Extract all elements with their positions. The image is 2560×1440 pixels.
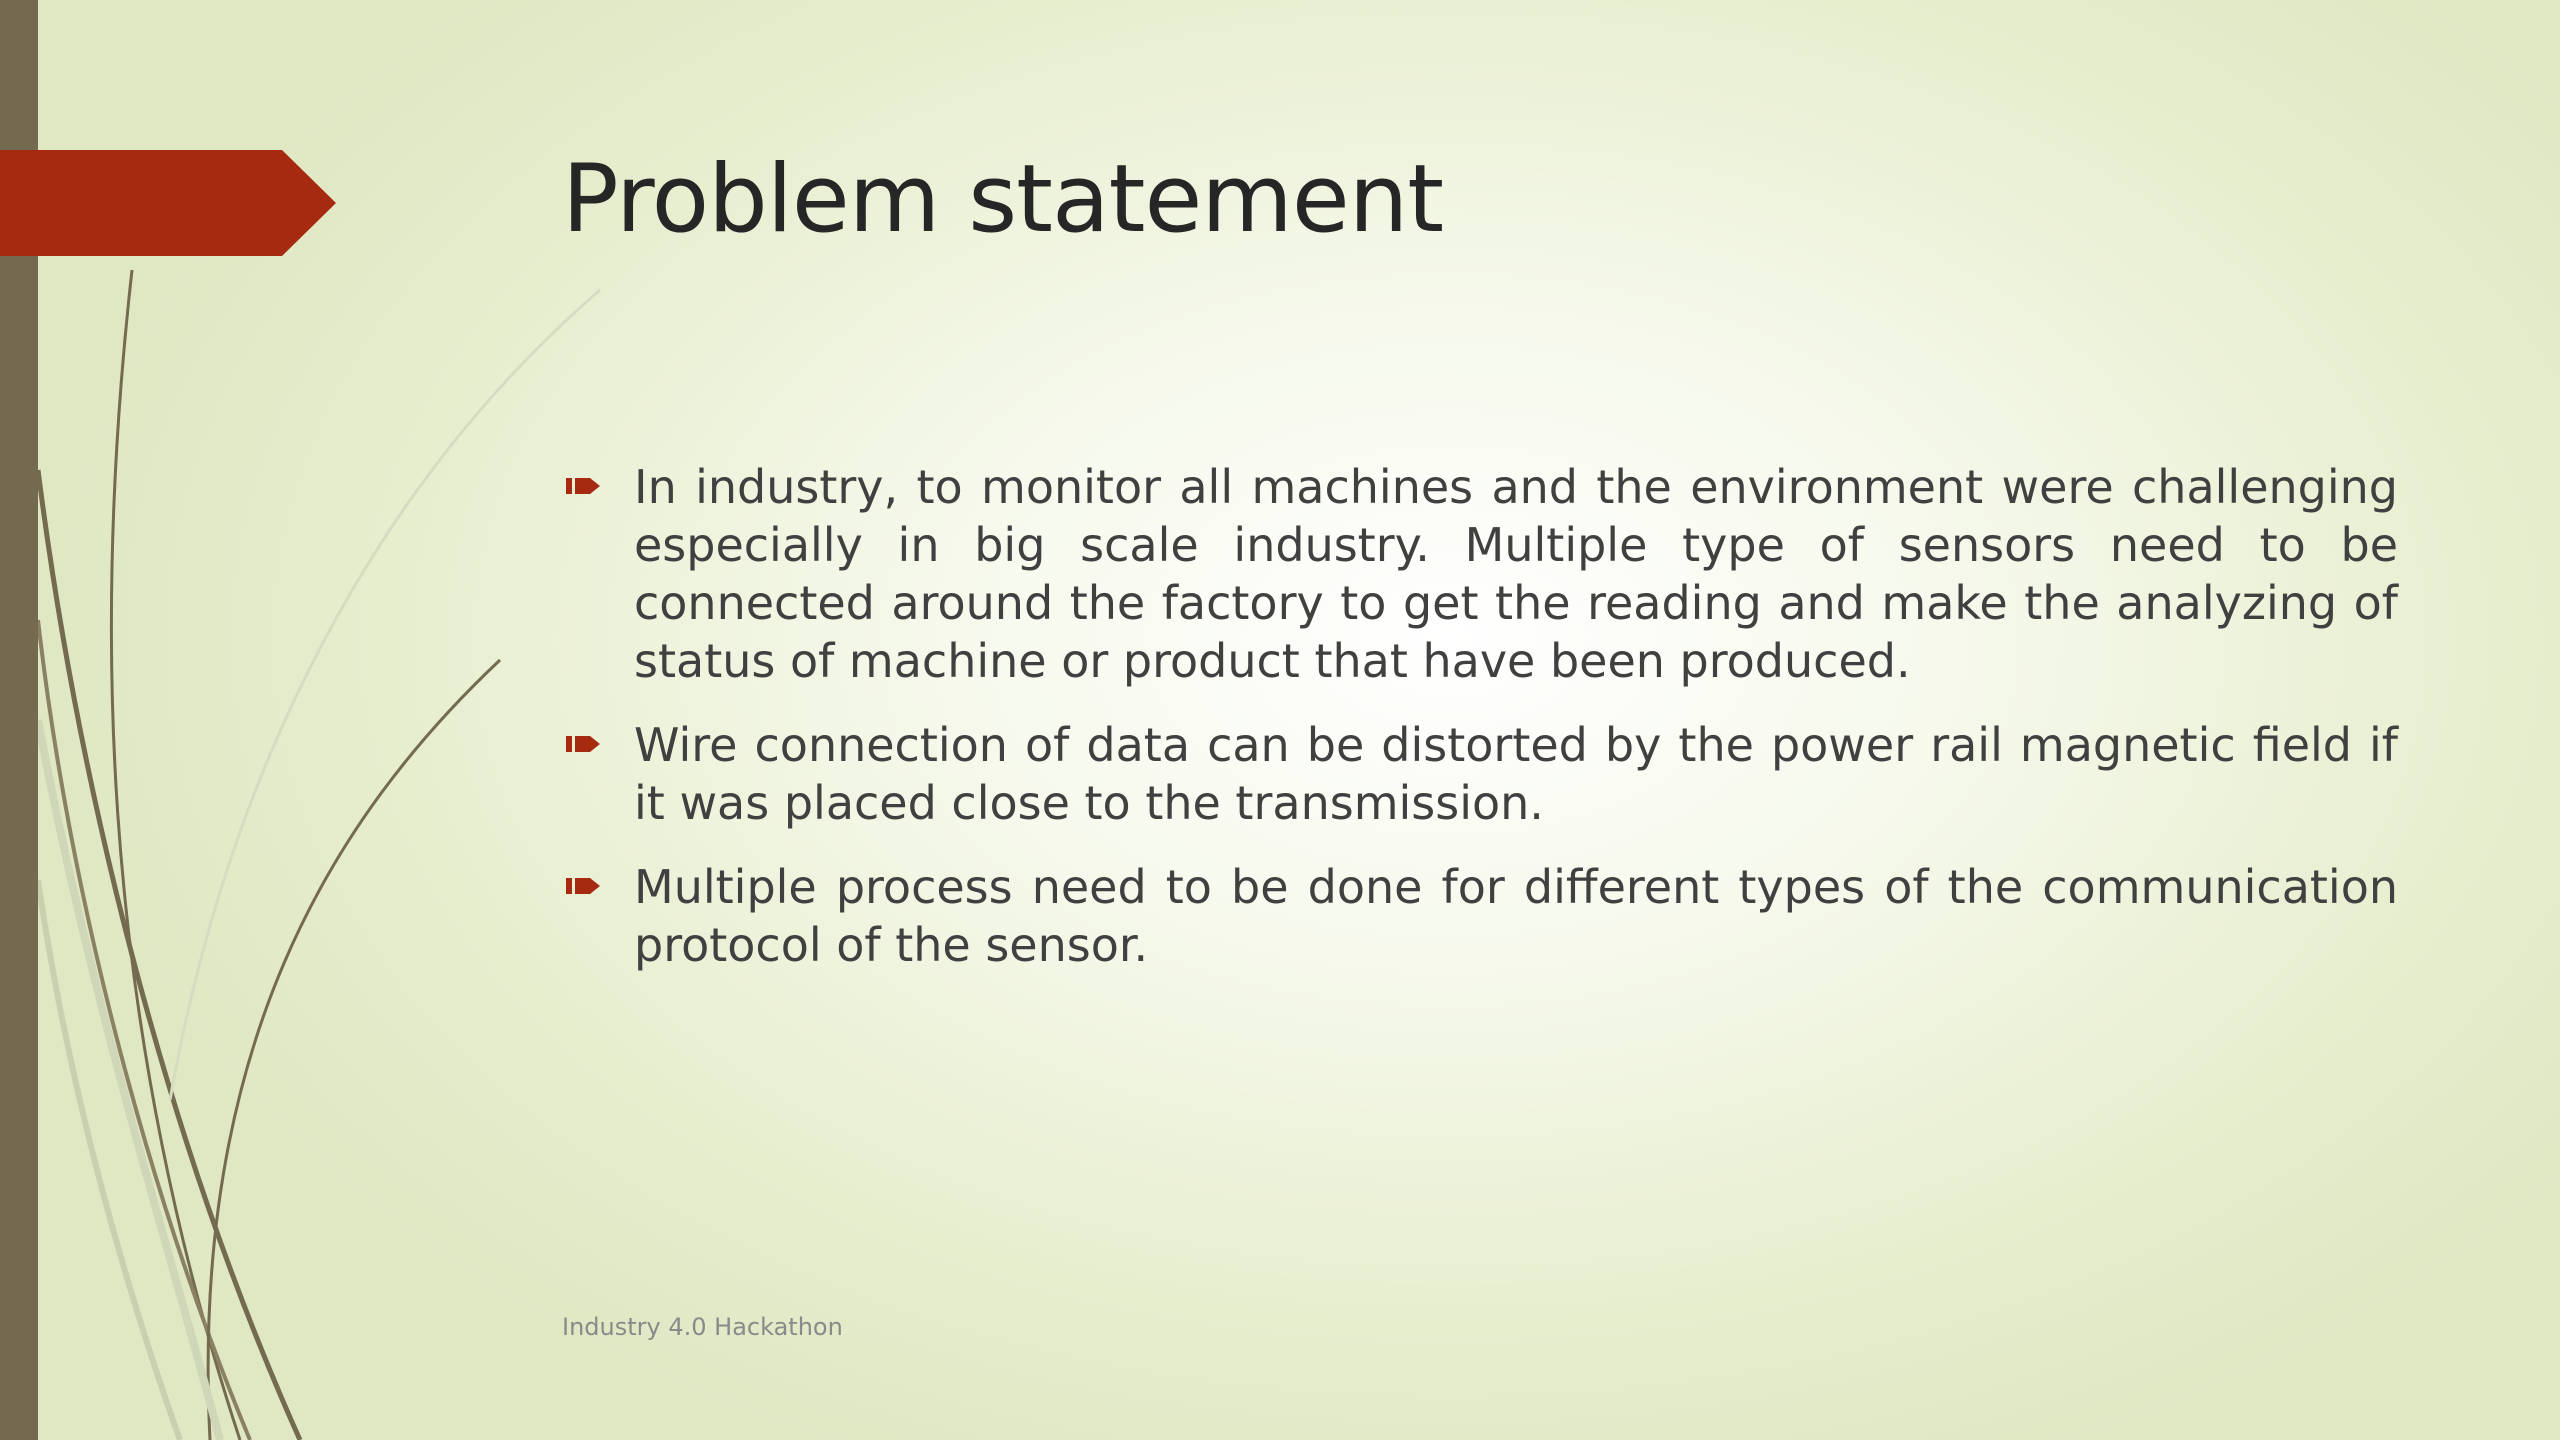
bullet-text: In industry, to monitor all machines and the environment were challenging especially in big scale industry. Multiple type of sensors need to be connected around the factory to get the reading and make the analyzing of status of machine or product that have been produced. [634, 460, 2398, 688]
bullet-item [562, 458, 2398, 690]
bullet-text: Wire connection of data can be distorted by the power rail magnetic field if it was placed close to the transmission. [634, 718, 2398, 830]
bullet-text: Multiple process need to be done for different types of the communication protocol of the sensor. [634, 860, 2398, 972]
slide-footer: Industry 4.0 Hackathon [562, 1313, 843, 1341]
arrow-bullet-icon [566, 474, 602, 498]
title-accent-arrow [0, 150, 336, 256]
arrow-bullet-icon [566, 874, 602, 898]
bullet-item [562, 858, 2398, 974]
bullet-item [562, 716, 2398, 832]
arrow-bullet-icon [566, 732, 602, 756]
bullet-list [562, 458, 2398, 1000]
slide-title: Problem statement [562, 145, 1444, 254]
